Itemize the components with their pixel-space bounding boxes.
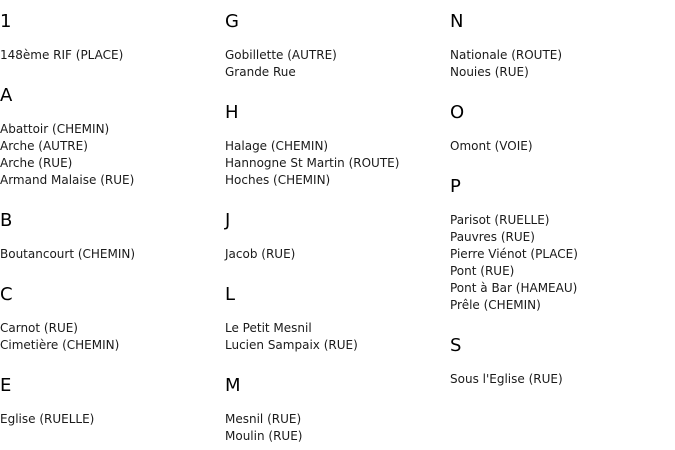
street-list	[450, 138, 533, 155]
section-letter: N	[450, 11, 464, 32]
street-link[interactable]: Hoches (CHEMIN)	[225, 173, 331, 187]
street-link[interactable]: Le Petit Mesnil	[225, 321, 312, 335]
street-link[interactable]: Armand Malaise (RUE)	[0, 173, 135, 187]
section-letter: J	[225, 210, 231, 231]
street-link[interactable]: Nationale (ROUTE)	[450, 48, 563, 62]
street-list	[450, 371, 563, 388]
section-letter: S	[450, 335, 462, 356]
street-link[interactable]: Jacob (RUE)	[225, 247, 296, 261]
street-list	[450, 47, 562, 81]
street-link[interactable]: Boutancourt (CHEMIN)	[0, 247, 136, 261]
section-letter: H	[225, 102, 239, 123]
street-list	[225, 246, 295, 263]
section-letter: B	[0, 210, 13, 231]
street-link[interactable]: Mesnil (RUE)	[225, 412, 302, 426]
section-letter: C	[0, 284, 13, 305]
street-link[interactable]: Prêle (CHEMIN)	[450, 298, 541, 312]
street-list	[0, 320, 119, 354]
street-link[interactable]: Abattoir (CHEMIN)	[0, 122, 110, 136]
street-link[interactable]: Pont (RUE)	[450, 264, 515, 278]
section-letter: M	[225, 375, 241, 396]
street-list	[225, 47, 337, 81]
street-list	[225, 138, 399, 189]
street-list	[0, 121, 134, 189]
street-link[interactable]: Grande Rue	[225, 65, 296, 79]
street-link[interactable]: Moulin (RUE)	[225, 429, 303, 443]
street-link[interactable]: Arche (AUTRE)	[0, 139, 88, 153]
street-list	[225, 320, 358, 354]
section-letter: P	[450, 176, 461, 197]
section-letter: O	[450, 102, 465, 123]
street-link[interactable]: Hannogne St Martin (ROUTE)	[225, 156, 400, 170]
street-link[interactable]: Carnot (RUE)	[0, 321, 78, 335]
street-link[interactable]: Parisot (RUELLE)	[450, 213, 550, 227]
street-link[interactable]: Lucien Sampaix (RUE)	[225, 338, 358, 352]
street-link[interactable]: Eglise (RUELLE)	[0, 412, 95, 426]
street-link[interactable]: Gobillette (AUTRE)	[225, 48, 337, 62]
street-list	[0, 47, 123, 64]
section-letter: A	[0, 85, 13, 106]
street-list	[0, 246, 135, 263]
street-link[interactable]: Pauvres (RUE)	[450, 230, 535, 244]
street-list	[0, 411, 94, 428]
street-list	[450, 212, 578, 314]
street-link[interactable]: Halage (CHEMIN)	[225, 139, 329, 153]
street-link[interactable]: Pierre Viénot (PLACE)	[450, 247, 578, 261]
street-link[interactable]: Nouies (RUE)	[450, 65, 529, 79]
street-link[interactable]: Sous l'Eglise (RUE)	[450, 372, 563, 386]
street-list	[225, 411, 302, 445]
section-letter: 1	[0, 11, 12, 32]
street-link[interactable]: Pont à Bar (HAMEAU)	[450, 281, 578, 295]
street-link[interactable]: Cimetière (CHEMIN)	[0, 338, 120, 352]
section-letter: L	[225, 284, 236, 305]
street-link[interactable]: Arche (RUE)	[0, 156, 73, 170]
section-letter: G	[225, 11, 239, 32]
street-link[interactable]: 148ème RIF (PLACE)	[0, 48, 124, 62]
street-link[interactable]: Omont (VOIE)	[450, 139, 533, 153]
section-letter: E	[0, 375, 12, 396]
